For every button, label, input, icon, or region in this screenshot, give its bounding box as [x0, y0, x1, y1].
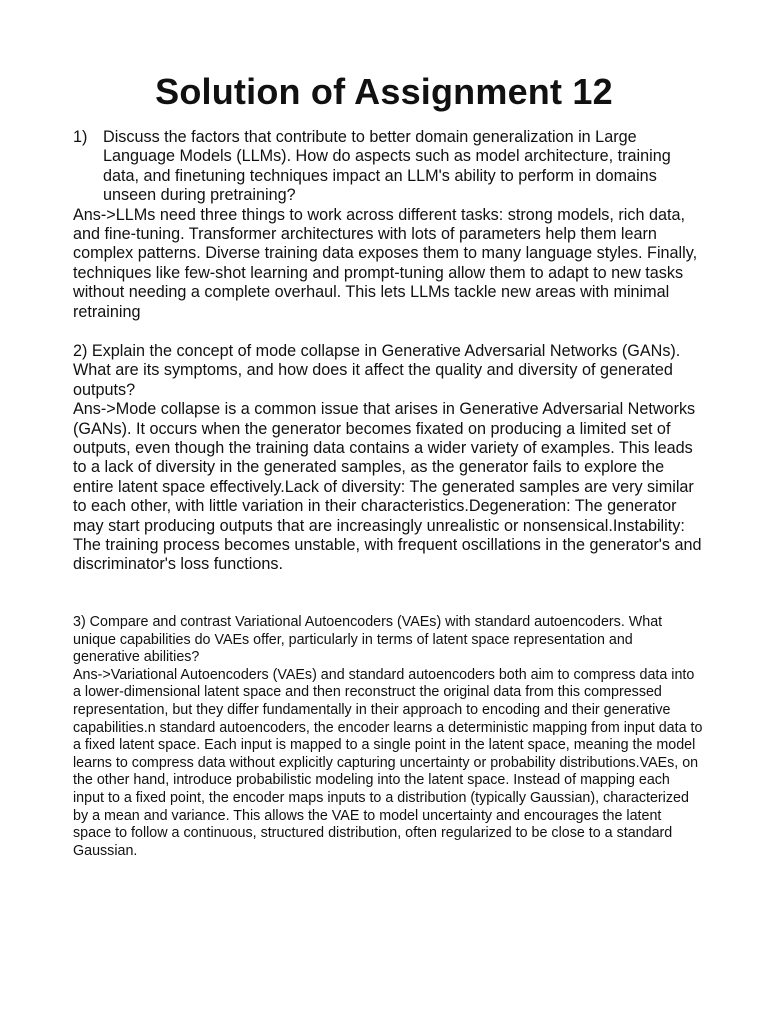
question-1	[73, 128, 703, 206]
answer-1: Ans->LLMs need three things to work across different tasks: strong models, rich data, and fine-tuning. Transformer architectures with lots of parameters help them learn complex patterns. Diverse training data exposes them to many language styles. Finally, techniques like few-shot learning and prompt-tuning allow them to adapt to new tasks without needing a complete overhaul. This lets LLMs tackle new areas with minimal retraining	[73, 205, 698, 321]
section-1	[73, 128, 703, 322]
question-number: 1)	[73, 128, 88, 146]
section-2	[73, 342, 703, 575]
question-2: 2) Explain the concept of mode collapse in Generative Adversarial Networks (GANs). What are its symptoms, and how does it affect the quality and diversity of generated outputs?	[73, 342, 681, 399]
section-3	[73, 614, 703, 860]
answer-3: Ans->Variational Autoencoders (VAEs) and standard autoencoders both aim to compress data into a lower-dimensional latent space and then reconstruct the original data from this compressed representation, but they differ fundamentally in their approach to encoding and their generative capabilities.n standard autoencoders, the encoder learns a deterministic mapping from input data to a fixed latent space. Each input is mapped to a single point in the latent space, meaning the model learns to compress data without explicitly capturing uncertainty or probability distributions.VAEs, on the other hand, introduce probabilistic modeling into the latent space. Instead of mapping each input to a fixed point, the encoder maps inputs to a distribution (typically Gaussian), characterized by a mean and variance. This allows the VAE to model uncertainty and encourages the latent space to follow a continuous, structured distribution, often regularized to be close to a standard Gaussian.	[73, 666, 703, 859]
page-title: Solution of Assignment 12	[155, 71, 613, 112]
answer-2: Ans->Mode collapse is a common issue that arises in Generative Adversarial Networks (GANs). It occurs when the generator becomes fixated on producing a limited set of outputs, even though the training data contains a wider variety of examples. This leads to a lack of diversity in the generated samples, as the generator fails to explore the entire latent space effectively.Lack of diversity: The generated samples are very similar to each other, with little variation in their characteristics.Degeneration: The generator may start producing outputs that are increasingly unrealistic or nonsensical.Instability: The training process becomes unstable, with frequent oscillations in the generator's and discriminator's loss functions.	[73, 400, 702, 574]
question-3: 3) Compare and contrast Variational Autoencoders (VAEs) with standard autoencoders. What unique capabilities do VAEs offer, particularly in terms of latent space representation and generative abilities?	[73, 614, 663, 666]
question-text: Discuss the factors that contribute to better domain generalization in Large Language Models (LLMs). How do aspects such as model architecture, training data, and finetuning techniques impact an LLM's ability to perform in domains unseen during pretraining?	[103, 128, 671, 205]
